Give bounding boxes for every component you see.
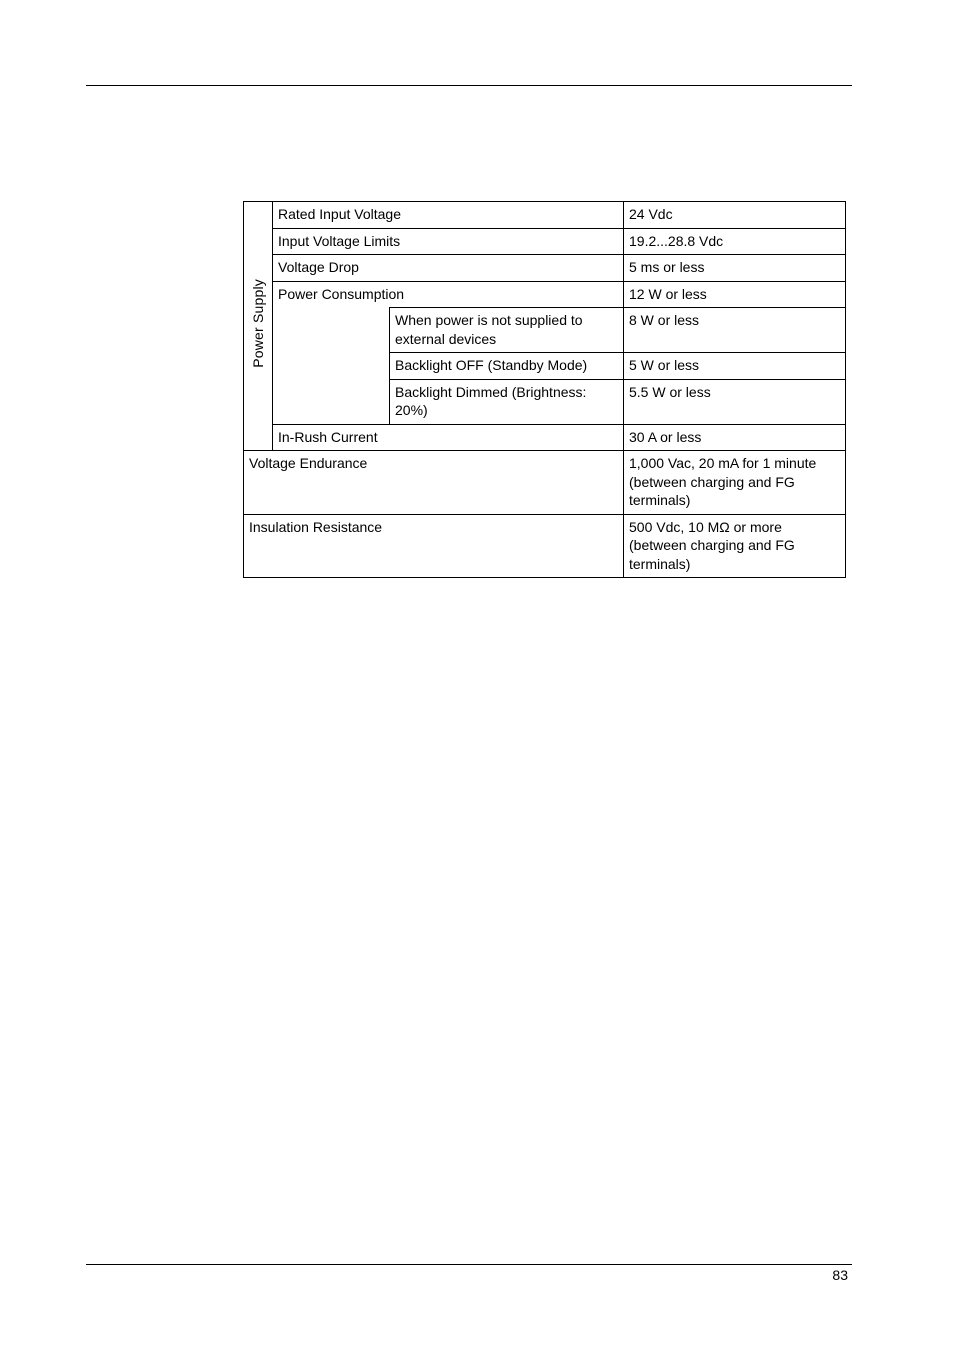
spec-label-rated-input-voltage: Rated Input Voltage [273,202,624,229]
spec-label-voltage-endurance: Voltage Endurance [244,451,624,515]
table-row [244,451,846,515]
spec-label-insulation-resistance: Insulation Resistance [244,514,624,578]
table-row [244,424,846,451]
footer-rule [86,1264,852,1265]
spec-label-voltage-drop: Voltage Drop [273,255,624,282]
spec-subvalue-backlight-off: 5 W or less [624,353,846,380]
table-row [244,228,846,255]
table-row [244,281,846,308]
spec-label-power-consumption: Power Consumption [273,281,624,308]
spec-subvalue-backlight-dimmed: 5.5 W or less [624,379,846,424]
spec-value-rated-input-voltage: 24 Vdc [624,202,846,229]
power-consumption-spacer [273,308,390,425]
power-spec-table [243,201,846,578]
spec-sublabel-backlight-off: Backlight OFF (Standby Mode) [390,353,624,380]
spec-subvalue-no-external-devices: 8 W or less [624,308,846,353]
spec-value-inrush-current: 30 A or less [624,424,846,451]
group-label-cell [244,202,273,451]
spec-label-inrush-current: In-Rush Current [273,424,624,451]
table-row [244,255,846,282]
header-rule [86,85,852,86]
table-row [244,514,846,578]
spec-value-insulation-resistance: 500 Vdc, 10 MΩ or more (between charging and FG terminals) [624,514,846,578]
spec-value-input-voltage-limits: 19.2...28.8 Vdc [624,228,846,255]
table-row [244,202,846,229]
spec-value-power-consumption: 12 W or less [624,281,846,308]
table-row [244,308,846,353]
spec-sublabel-no-external-devices: When power is not supplied to external devices [390,308,624,353]
page-number: 83 [832,1267,848,1283]
spec-value-voltage-drop: 5 ms or less [624,255,846,282]
spec-value-voltage-endurance: 1,000 Vac, 20 mA for 1 minute (between charging and FG terminals) [624,451,846,515]
spec-sublabel-backlight-dimmed: Backlight Dimmed (Brightness: 20%) [390,379,624,424]
spec-label-input-voltage-limits: Input Voltage Limits [273,228,624,255]
group-label-power-supply: Power Supply [249,279,266,369]
